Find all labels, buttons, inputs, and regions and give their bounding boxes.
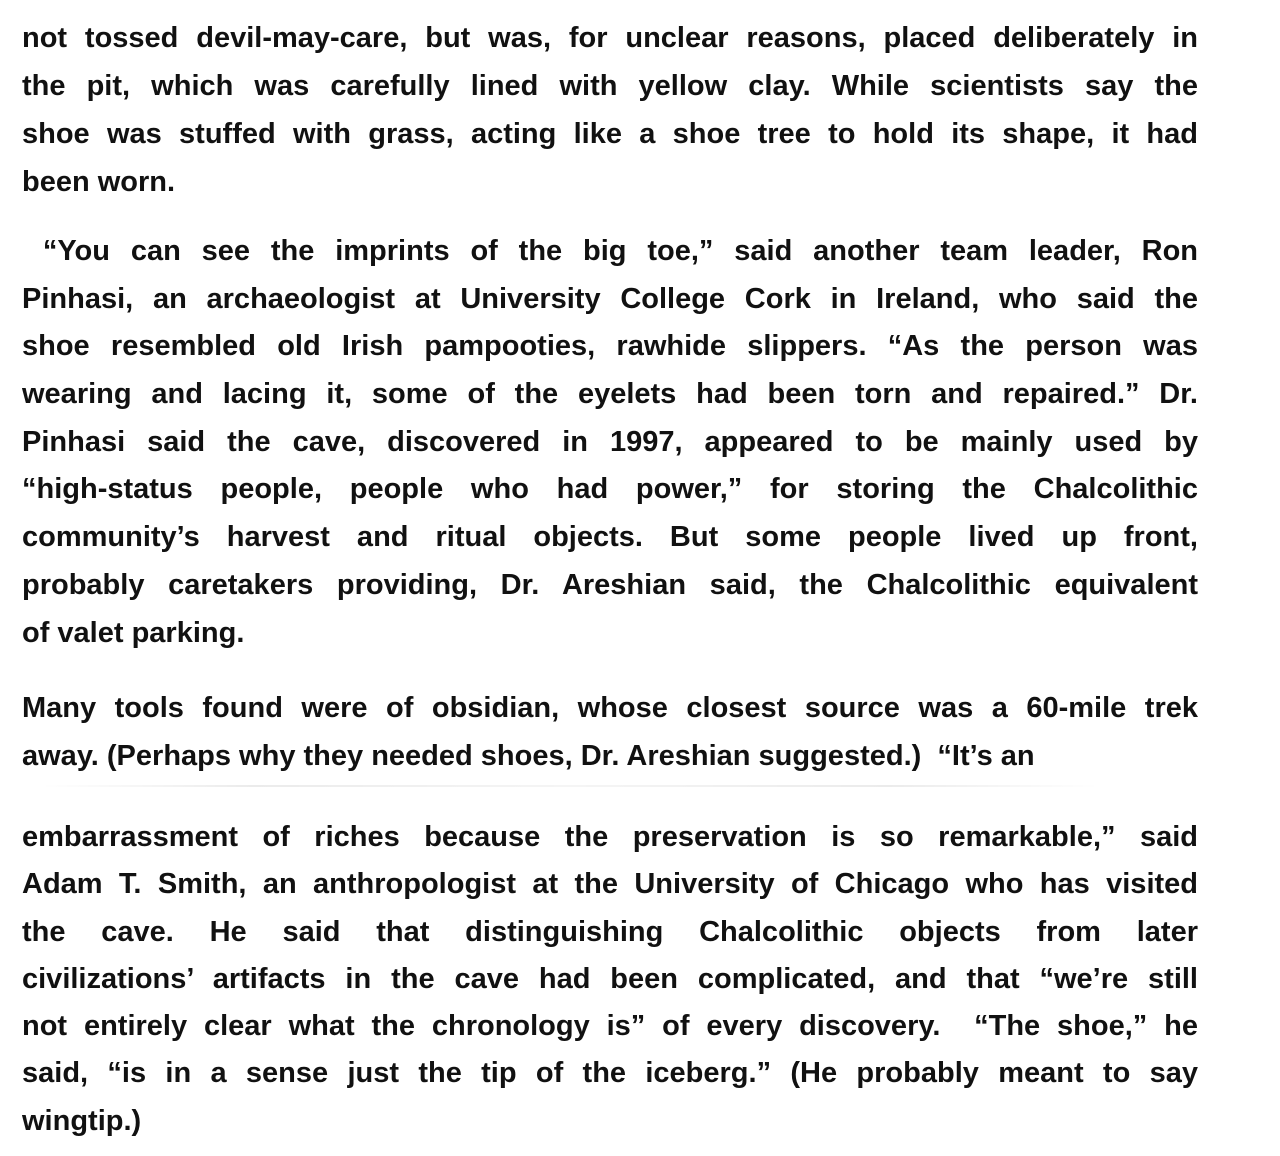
text-line: not tossed devil-may-care, but was, for unclear reasons, placed deliberately in bbox=[22, 22, 1198, 54]
text-line: wearing and lacing it, some of the eyelets had been torn and repaired.” Dr. bbox=[22, 378, 1198, 411]
text-line: shoe resembled old Irish pampooties, rawhide slippers. “As the person was bbox=[22, 330, 1198, 363]
paragraph-3 bbox=[22, 684, 1198, 780]
text-line: Many tools found were of obsidian, whose closest source was a 60-mile trek bbox=[22, 692, 1198, 724]
paragraph-4 bbox=[22, 814, 1198, 1145]
text-line: Pinhasi said the cave, discovered in 1997, appeared to be mainly used by bbox=[22, 425, 1198, 458]
scan-artifact bbox=[40, 785, 1100, 787]
text-line: “You can see the imprints of the big toe,” said another team leader, Ron bbox=[22, 235, 1198, 267]
text-line: wingtip.) bbox=[22, 1104, 142, 1137]
text-line: probably caretakers providing, Dr. Areshian said, the Chalcolithic equivalent bbox=[22, 568, 1198, 601]
text-line: Pinhasi, an archaeologist at University College Cork in Ireland, who said the bbox=[22, 282, 1198, 315]
text-line: the cave. He said that distinguishing Chalcolithic objects from later bbox=[22, 915, 1198, 948]
text-line: not entirely clear what the chronology is” of every discovery. “The shoe,” he bbox=[22, 1010, 1198, 1043]
text-line: away. (Perhaps why they needed shoes, Dr. Areshian suggested.) “It’s an bbox=[22, 740, 1035, 772]
text-line: been worn. bbox=[22, 166, 176, 198]
text-line: shoe was stuffed with grass, acting like a shoe tree to hold its shape, it had bbox=[22, 118, 1198, 150]
text-line: “high-status people, people who had power,” for storing the Chalcolithic bbox=[22, 473, 1198, 506]
text-line: Adam T. Smith, an anthropologist at the University of Chicago who has visited bbox=[22, 868, 1198, 901]
text-line: embarrassment of riches because the preservation is so remarkable,” said bbox=[22, 821, 1198, 853]
text-line: said, “is in a sense just the tip of the iceberg.” (He probably meant to say bbox=[22, 1057, 1198, 1090]
text-line: of valet parking. bbox=[22, 616, 245, 649]
text-line: community’s harvest and ritual objects. But some people lived up front, bbox=[22, 521, 1198, 554]
text-line: the pit, which was carefully lined with yellow clay. While scientists say the bbox=[22, 70, 1198, 102]
paragraph-1 bbox=[22, 14, 1198, 206]
text-line: civilizations’ artifacts in the cave had been complicated, and that “we’re still bbox=[22, 962, 1198, 995]
paragraph-2 bbox=[22, 228, 1198, 657]
